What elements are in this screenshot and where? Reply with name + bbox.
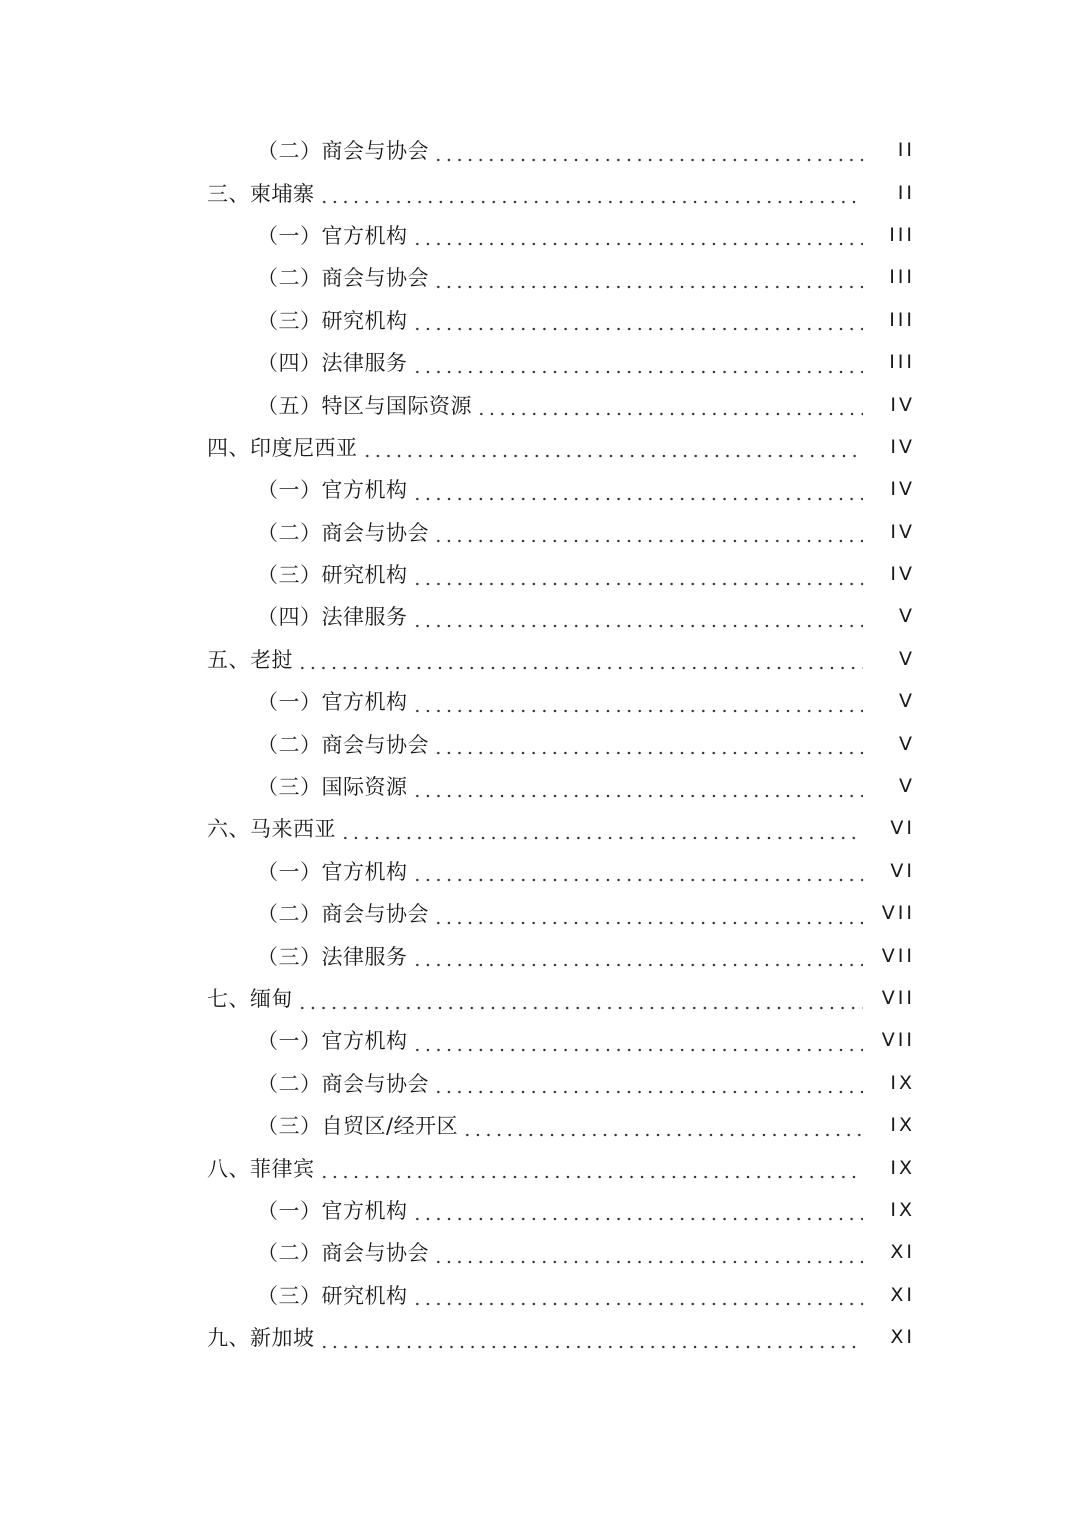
toc-entry-title: （三）国际资源 <box>257 775 408 800</box>
toc-page-number: VI <box>890 817 915 840</box>
toc-section-entry[interactable] <box>0 1146 1080 1188</box>
toc-dot-leader <box>412 1286 864 1307</box>
toc-entry-title: （三）研究机构 <box>257 563 408 588</box>
toc-dot-leader <box>476 396 863 417</box>
toc-section-entry[interactable] <box>0 426 1080 468</box>
toc-page-number: V <box>899 775 915 798</box>
toc-page-number: V <box>899 647 915 670</box>
toc-dot-leader <box>412 354 864 375</box>
toc-page-number: IV <box>890 520 915 543</box>
toc-page-number: II <box>897 139 915 162</box>
toc-dot-leader <box>412 566 864 587</box>
toc-dot-leader <box>412 778 864 799</box>
toc-subsection-entry[interactable] <box>0 850 1080 892</box>
toc-dot-leader <box>319 184 864 205</box>
toc-dot-leader <box>319 1159 864 1180</box>
toc-subsection-entry[interactable] <box>0 1231 1080 1273</box>
toc-page-number: III <box>889 308 915 331</box>
toc-subsection-entry[interactable] <box>0 553 1080 595</box>
toc-page-number: III <box>889 266 915 289</box>
toc-page-number: VI <box>890 859 915 882</box>
toc-page-number: III <box>889 223 915 246</box>
toc-page-number: IX <box>890 1071 915 1094</box>
toc-dot-leader <box>433 735 863 756</box>
toc-dot-leader <box>433 523 863 544</box>
toc-entry-title: （三）研究机构 <box>257 308 408 333</box>
toc-subsection-entry[interactable] <box>0 595 1080 637</box>
toc-dot-leader <box>433 905 863 926</box>
toc-section-entry[interactable] <box>0 977 1080 1019</box>
toc-entry-title: 九、新加坡 <box>207 1326 315 1351</box>
toc-dot-leader <box>412 1032 864 1053</box>
toc-page-number: XI <box>890 1326 915 1349</box>
toc-entry-title: 三、柬埔寨 <box>207 181 315 206</box>
toc-page-number: V <box>899 605 915 628</box>
toc-entry-title: （三）法律服务 <box>257 944 408 969</box>
toc-entry-title: （二）商会与协会 <box>257 266 429 291</box>
toc-dot-leader <box>340 820 863 841</box>
toc-dot-leader <box>433 1074 863 1095</box>
toc-subsection-entry[interactable] <box>0 214 1080 256</box>
toc-page-number: VII <box>881 1029 915 1052</box>
toc-entry-title: （五）特区与国际资源 <box>257 393 472 418</box>
toc-page-number: III <box>889 351 915 374</box>
toc-dot-leader <box>412 481 864 502</box>
toc-section-entry[interactable] <box>0 1316 1080 1358</box>
toc-subsection-entry[interactable] <box>0 934 1080 976</box>
toc-section-entry[interactable] <box>0 171 1080 213</box>
toc-page-number: VII <box>881 987 915 1009</box>
toc-dot-leader <box>412 226 864 247</box>
toc-entry-title: （四）法律服务 <box>257 605 408 630</box>
toc-subsection-entry[interactable] <box>0 511 1080 553</box>
toc-entry-title: （一）官方机构 <box>257 690 408 715</box>
toc-section-entry[interactable] <box>0 638 1080 680</box>
toc-dot-leader <box>462 1117 863 1138</box>
toc-page-number: II <box>897 181 915 204</box>
toc-dot-leader <box>412 311 864 332</box>
toc-subsection-entry[interactable] <box>0 1019 1080 1061</box>
toc-entry-title: （二）商会与协会 <box>257 1241 429 1266</box>
toc-page-number: V <box>899 690 915 713</box>
toc-subsection-entry[interactable] <box>0 256 1080 298</box>
toc-entry-title: （一）官方机构 <box>257 223 408 248</box>
toc-subsection-entry[interactable] <box>0 468 1080 510</box>
toc-subsection-entry[interactable] <box>0 722 1080 764</box>
toc-entry-title: （一）官方机构 <box>257 1029 408 1054</box>
table-of-contents <box>0 129 1080 1358</box>
toc-page-number: IX <box>890 1198 915 1221</box>
toc-subsection-entry[interactable] <box>0 1104 1080 1146</box>
toc-page-number: IV <box>890 478 915 501</box>
toc-page-number: VII <box>881 902 915 925</box>
toc-section-entry[interactable] <box>0 807 1080 849</box>
toc-dot-leader <box>319 1329 864 1350</box>
toc-entry-title: （二）商会与协会 <box>257 732 429 757</box>
toc-entry-title: （二）商会与协会 <box>257 139 429 164</box>
toc-entry-title: （一）官方机构 <box>257 859 408 884</box>
toc-entry-title: （一）官方机构 <box>257 1198 408 1223</box>
toc-page-number: IX <box>890 1114 915 1137</box>
toc-subsection-entry[interactable] <box>0 1189 1080 1231</box>
toc-subsection-entry[interactable] <box>0 129 1080 171</box>
toc-subsection-entry[interactable] <box>0 341 1080 383</box>
toc-page-number: IV <box>890 393 915 416</box>
toc-entry-title: 四、印度尼西亚 <box>207 435 358 460</box>
toc-subsection-entry[interactable] <box>0 383 1080 425</box>
toc-page-number: XI <box>890 1283 915 1306</box>
toc-dot-leader <box>297 650 863 671</box>
toc-subsection-entry[interactable] <box>0 1274 1080 1316</box>
toc-entry-title: （三）研究机构 <box>257 1283 408 1308</box>
toc-entry-title: 六、马来西亚 <box>207 817 336 842</box>
toc-dot-leader <box>297 990 863 1011</box>
toc-subsection-entry[interactable] <box>0 765 1080 807</box>
toc-subsection-entry[interactable] <box>0 680 1080 722</box>
toc-dot-leader <box>362 438 864 459</box>
toc-page-number: V <box>899 732 915 755</box>
toc-dot-leader <box>412 1201 864 1222</box>
toc-subsection-entry[interactable] <box>0 892 1080 934</box>
toc-dot-leader <box>433 269 863 290</box>
toc-page-number: IX <box>890 1156 915 1179</box>
toc-entry-title: 五、老挝 <box>207 647 293 672</box>
toc-dot-leader <box>412 862 864 883</box>
toc-dot-leader <box>433 1244 863 1265</box>
toc-dot-leader <box>412 693 864 714</box>
toc-entry-title: （一）官方机构 <box>257 478 408 503</box>
toc-subsection-entry[interactable] <box>0 299 1080 341</box>
toc-page-number: VII <box>881 944 915 967</box>
toc-entry-title: 七、缅甸 <box>207 987 293 1011</box>
toc-entry-title: （二）商会与协会 <box>257 520 429 545</box>
toc-entry-title: （三）自贸区/经开区 <box>257 1114 459 1139</box>
toc-subsection-entry[interactable] <box>0 1062 1080 1104</box>
toc-dot-leader <box>412 947 864 968</box>
toc-dot-leader <box>433 142 863 163</box>
toc-entry-title: （二）商会与协会 <box>257 1071 429 1096</box>
toc-entry-title: （四）法律服务 <box>257 351 408 376</box>
toc-page-number: IV <box>890 435 915 458</box>
toc-dot-leader <box>412 608 864 629</box>
toc-page-number: XI <box>890 1241 915 1264</box>
toc-entry-title: （二）商会与协会 <box>257 902 429 927</box>
toc-page-number: IV <box>890 563 915 586</box>
toc-entry-title: 八、菲律宾 <box>207 1156 315 1181</box>
